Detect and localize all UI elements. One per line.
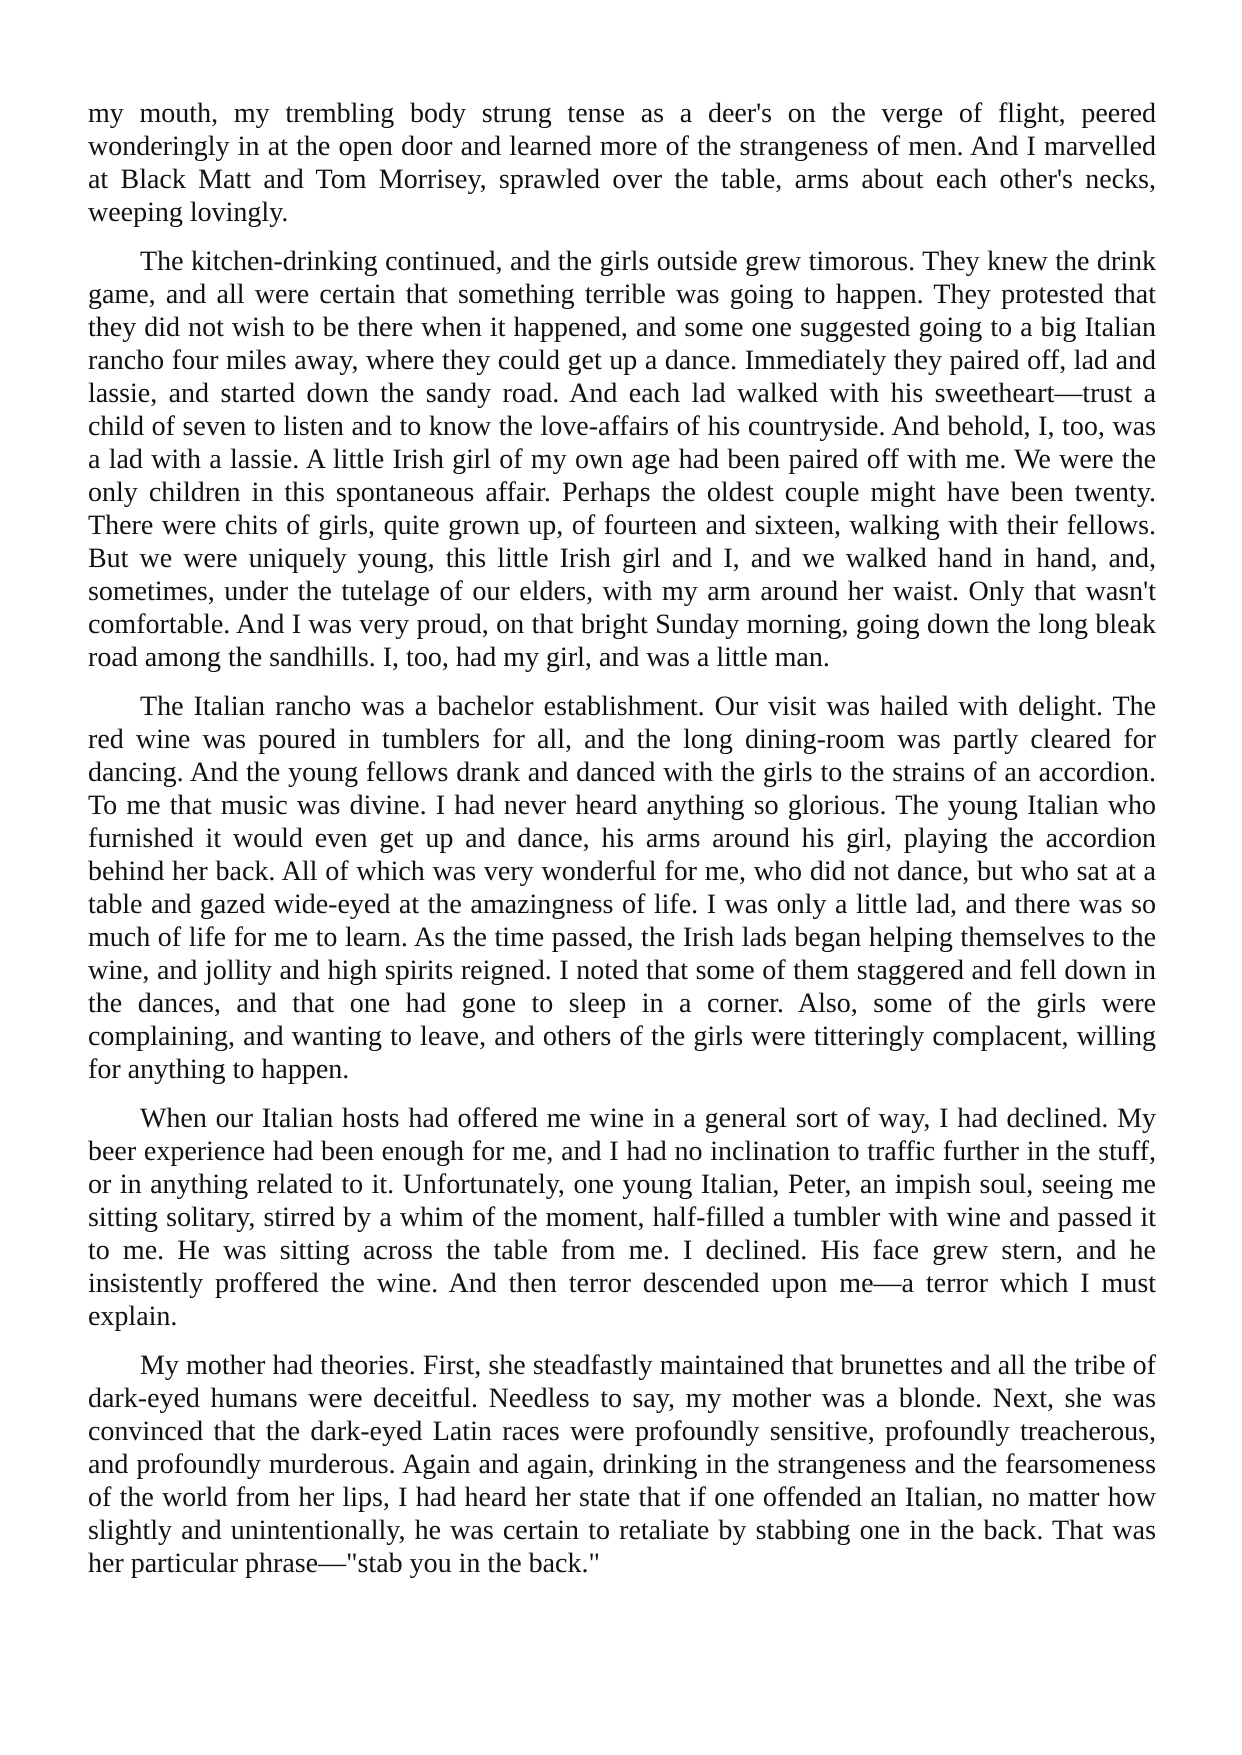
paragraph-wine-offer: When our Italian hosts had offered me wine in a general sort of way, I had declined. My beer experience had been enough for me, and I had no inclination to traffic further in the stuff, or in anything related to it. Unfortunately, one young Italian, Peter, an impish soul, seeing me sitting solitary, stirred by a whim of the moment, half-filled a tumbler with wine and passed it to me. He was sitting across the table from me. I declined. His face grew stern, and he insistently proffered the wine. And then terror descended upon me—a terror which I must explain. [88,1103,1156,1332]
paragraph-italian-rancho: The Italian rancho was a bachelor establishment. Our visit was hailed with delight. The red wine was poured in tumblers for all, and the long dining-room was partly cleared for dancing. And the young fellows drank and danced with the girls to the strains of an accordion. To me that music was divine. I had never heard anything so glorious. The young Italian who furnished it would even get up and dance, his arms around his girl, playing the accordion behind her back. All of which was very wonderful for me, who did not dance, but who sat at a table and gazed wide-eyed at the amazingness of life. I was only a little lad, and there was so much of life for me to learn. As the time passed, the Irish lads began helping themselves to the wine, and jollity and high spirits reigned. I noted that some of them staggered and fell down in the dances, and that one had gone to sleep in a corner. Also, some of the girls were complaining, and wanting to leave, and others of the girls were titteringly complacent, willing for anything to happen. [88,691,1156,1085]
paragraph-continuation: my mouth, my trembling body strung tense as a deer's on the verge of flight, peered wonderingly in at the open door and learned more of the strangeness of men. And I marvelled at Black Matt and Tom Morrisey, sprawled over the table, arms about each other's necks, weeping lovingly. [88,98,1156,228]
paragraph-mother-theories: My mother had theories. First, she steadfastly maintained that brunettes and all the tribe of dark-eyed humans were deceitful. Needless to say, my mother was a blonde. Next, she was convinced that the dark-eyed Latin races were profoundly sensitive, profoundly treacherous, and profoundly murderous. Again and again, drinking in the strangeness and the fearsomeness of the world from her lips, I had heard her state that if one offended an Italian, no matter how slightly and unintentionally, he was certain to retaliate by stabbing one in the back. That was her particular phrase—"stab you in the back." [88,1350,1156,1579]
document-page [88,97,1156,1596]
paragraph-kitchen-drinking: The kitchen-drinking continued, and the girls outside grew timorous. They knew the drink game, and all were certain that something terrible was going to happen. They protested that they did not wish to be there when it happened, and some one suggested going to a big Italian rancho four miles away, where they could get up a dance. Immediately they paired off, lad and lassie, and started down the sandy road. And each lad walked with his sweetheart—trust a child of seven to listen and to know the love-affairs of his countryside. And behold, I, too, was a lad with a lassie. A little Irish girl of my own age had been paired off with me. We were the only children in this spontaneous affair. Perhaps the oldest couple might have been twenty. There were chits of girls, quite grown up, of fourteen and sixteen, walking with their fellows. But we were uniquely young, this little Irish girl and I, and we walked hand in hand, and, sometimes, under the tutelage of our elders, with my arm around her waist. Only that wasn't comfortable. And I was very proud, on that bright Sunday morning, going down the long bleak road among the sandhills. I, too, had my girl, and was a little man. [88,246,1156,673]
